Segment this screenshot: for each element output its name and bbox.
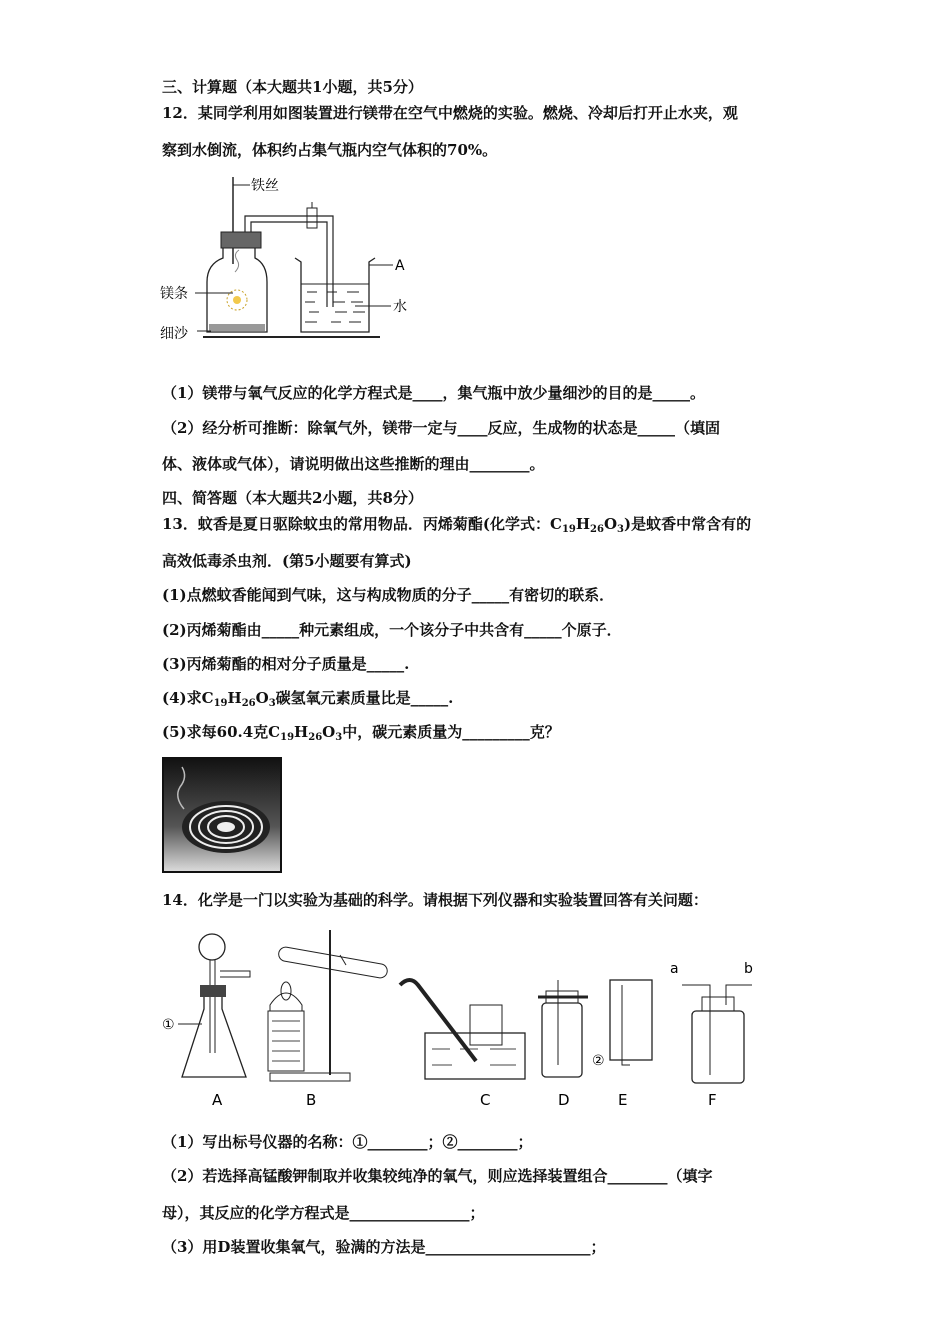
- svg-text:②: ②: [592, 1053, 605, 1069]
- label-beaker-a: A: [395, 258, 405, 274]
- svg-text:b: b: [744, 961, 753, 977]
- q14-apparatus-figure: [160, 925, 780, 1115]
- apparatus-e: [592, 980, 652, 1069]
- q12-line1: 12．某同学利用如图装置进行镁带在空气中燃烧的实验。燃烧、冷却后打开止水夹，观: [162, 104, 738, 122]
- q13-part1: (1)点燃蚊香能闻到气味，这与构成物质的分子_____有密切的联系．: [162, 586, 615, 604]
- apparatus-c: [400, 980, 525, 1079]
- label-c: C: [480, 1091, 491, 1109]
- label-f: F: [708, 1091, 717, 1109]
- q13-pre: 13．蚊香是夏日驱除蚊虫的常用物品．丙烯菊酯(化学式：: [162, 515, 550, 533]
- q12-line2: 察到水倒流，体积约占集气瓶内空气体积的70%。: [162, 141, 498, 159]
- label-mg-strip: 镁条: [160, 286, 188, 302]
- apparatus-f: [670, 961, 753, 1083]
- q12-part2a: （2）经分析可推断：除氧气外，镁带一定与____反应，生成物的状态是_____（填固: [162, 419, 720, 437]
- q13-post: )是蚊香中常含有的: [624, 515, 752, 533]
- label-b: B: [306, 1091, 317, 1109]
- section4-heading: 四、简答题（本大题共2小题，共8分）: [162, 489, 423, 507]
- mosquito-coil-image: [162, 757, 282, 873]
- q14-part3: （3）用D装置收集氧气，验满的方法是______________________；: [162, 1238, 606, 1256]
- q14-title: 14．化学是一门以实验为基础的科学。请根据下列仪器和实验装置回答有关问题：: [162, 891, 708, 909]
- formula: $C_{19}H_{26}O_3$: [549, 515, 625, 535]
- q13-part2: (2)丙烯菊酯由_____种元素组成，一个该分子中共含有_____个原子．: [162, 621, 622, 639]
- label-water: 水: [393, 299, 407, 315]
- apparatus-a: [162, 934, 250, 1077]
- q12-apparatus-figure: [155, 172, 425, 347]
- label-d: D: [558, 1091, 570, 1109]
- q12-part1: （1）镁带与氧气反应的化学方程式是____，集气瓶中放少量细沙的目的是_____。: [162, 384, 705, 402]
- svg-text:a: a: [670, 961, 679, 977]
- q12-part2b: 体、液体或气体），请说明做出这些推断的理由________。: [162, 455, 545, 473]
- label-a: A: [212, 1091, 223, 1109]
- svg-text:①: ①: [162, 1017, 175, 1033]
- label-e: E: [618, 1091, 628, 1109]
- apparatus-b: [268, 930, 388, 1081]
- q14-part1: （1）写出标号仪器的名称：①________；②________；: [162, 1133, 533, 1151]
- q13-part3: (3)丙烯菊酯的相对分子质量是_____.: [162, 655, 410, 673]
- q14-part2a: （2）若选择高锰酸钾制取并收集较纯净的氧气，则应选择装置组合________（填字: [162, 1167, 713, 1185]
- q13-line2: 高效低毒杀虫剂．(第5小题要有算式): [162, 552, 412, 570]
- label-sand: 细沙: [160, 326, 188, 342]
- q13-part4: (4)求$C_{19}H_{26}O_3$碳氢氧元素质量比是_____.: [162, 689, 454, 709]
- q13-part5: (5)求每60.4克$C_{19}H_{26}O_3$中，碳元素质量为_________克？: [162, 723, 560, 743]
- q13-line1: [162, 514, 751, 540]
- section3-heading: 三、计算题（本大题共1小题，共5分）: [162, 78, 423, 96]
- q14-part2b: 母），其反应的化学方程式是________________；: [162, 1204, 485, 1222]
- apparatus-d: [538, 980, 588, 1077]
- label-iron-wire: 铁丝: [251, 178, 279, 194]
